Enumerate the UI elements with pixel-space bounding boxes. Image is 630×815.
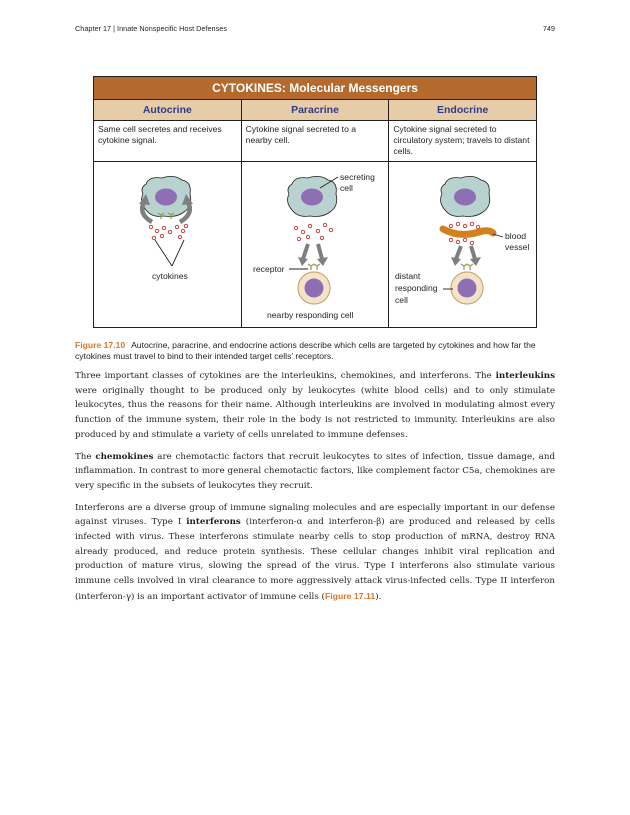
distant-label-line3: cell (395, 295, 409, 305)
chapter-title: Chapter 17 | Innate Nonspecific Host Defenses (75, 24, 227, 33)
signal-arrows (451, 246, 481, 266)
figure-caption (75, 340, 553, 362)
blood-vessel (443, 229, 493, 234)
cytokine-molecules (294, 223, 332, 240)
desc-endocrine: Cytokine signal secreted to circulatory system; travels to distant cells. (389, 121, 536, 162)
paracrine-illustration (242, 162, 390, 328)
header-autocrine: Autocrine (94, 100, 242, 121)
receptor-label: receptor (252, 264, 285, 274)
receptor-icon (461, 264, 473, 270)
autocrine-illustration (94, 162, 242, 328)
blood-vessel-label-line1: blood (505, 231, 527, 241)
nucleus (458, 279, 477, 298)
signal-arrows (298, 244, 328, 266)
text-run: (interferon-α and interferon-β) are produced and released by cells infected with virus. These interferons stimulate nearby cells to stop production of mRNA, destroy RNA already produced, and reduce protein synthesis. These cellular changes inhibit viral replication and production of mature virus, slowing the spread of the virus. Type I interferons also stimulate various immune cells involved in viral clearance to more aggressively attack virus-infected cells. Type II interferon (interferon-γ) is an important activator of immune cells ( (75, 517, 555, 602)
desc-paracrine: Cytokine signal secreted to a nearby cell. (242, 121, 390, 162)
description-row (94, 121, 536, 162)
nucleus (454, 189, 476, 206)
blood-vessel-label-line2: vessel (505, 242, 530, 252)
paragraph-chemokines (75, 450, 555, 494)
paragraph-interleukins (75, 369, 555, 443)
endocrine-illustration (389, 162, 536, 328)
desc-autocrine: Same cell secretes and receives cytokine signal. (94, 121, 242, 162)
text-run: Interferons are a diverse group of immune signaling molecules and are especially important in our defense against viruses. Type I (75, 502, 555, 528)
running-head (75, 24, 555, 33)
nucleus (304, 279, 323, 298)
figure-title: CYTOKINES: Molecular Messengers (94, 77, 536, 100)
text-run: were originally thought to be produced only by leukocytes (white blood cells) and to only stimulate leukocytes, thus the reasons for their name. Although interleukins are involved in modulating almost every function of the immune system, their role in the body is not restricted to immunity. Interleukins are also produced by and stimulate a variety of cells unrelated to immune defenses. (75, 385, 555, 440)
figure-17-11-link[interactable]: Figure 17.11 (324, 590, 376, 601)
cytokines-pointer (155, 240, 184, 266)
column-headers (94, 100, 536, 121)
page-number: 749 (542, 24, 555, 33)
paragraph-interferons (75, 501, 555, 605)
term-interferons: interferons (186, 517, 241, 528)
illustration-row (94, 162, 536, 328)
distant-label-line2: responding (395, 283, 438, 293)
cytokines-figure (93, 76, 537, 328)
caption-text: Autocrine, paracrine, and endocrine actions describe which cells are targeted by cytokines and how far the cytokines must travel to bind to their intended target cells’ receptors. (75, 340, 536, 361)
text-run: are chemotactic factors that recruit leukocytes to sites of infection, tissue damage, and inflammation. In contrast to more general chemotactic factors, like complement factor C5a, chemokines are very specific in the subsets of leukocytes they recruit. (75, 451, 556, 491)
secreting-label-line1: secreting (339, 172, 375, 182)
body-text (75, 369, 555, 612)
term-interleukins: interleukins (495, 371, 555, 381)
term-chemokines: chemokines (95, 451, 154, 462)
text-run: ). (375, 591, 382, 602)
nucleus (301, 189, 323, 206)
secreting-label-line2: cell (339, 183, 353, 193)
text-run: Three important classes of cytokines are the interleukins, chemokines, and interferons. The (75, 371, 496, 381)
text-run: The (75, 451, 96, 462)
cytokine-molecules (149, 224, 187, 239)
cytokines-label: cytokines (152, 271, 188, 281)
nucleus (155, 189, 177, 206)
figure-number: Figure 17.10 (75, 340, 126, 350)
nearby-responding-cell-label: nearby responding cell (266, 310, 354, 320)
header-paracrine: Paracrine (242, 100, 390, 121)
receptor-icon (308, 264, 320, 270)
distant-label-line1: distant (395, 271, 421, 281)
header-endocrine: Endocrine (389, 100, 536, 121)
